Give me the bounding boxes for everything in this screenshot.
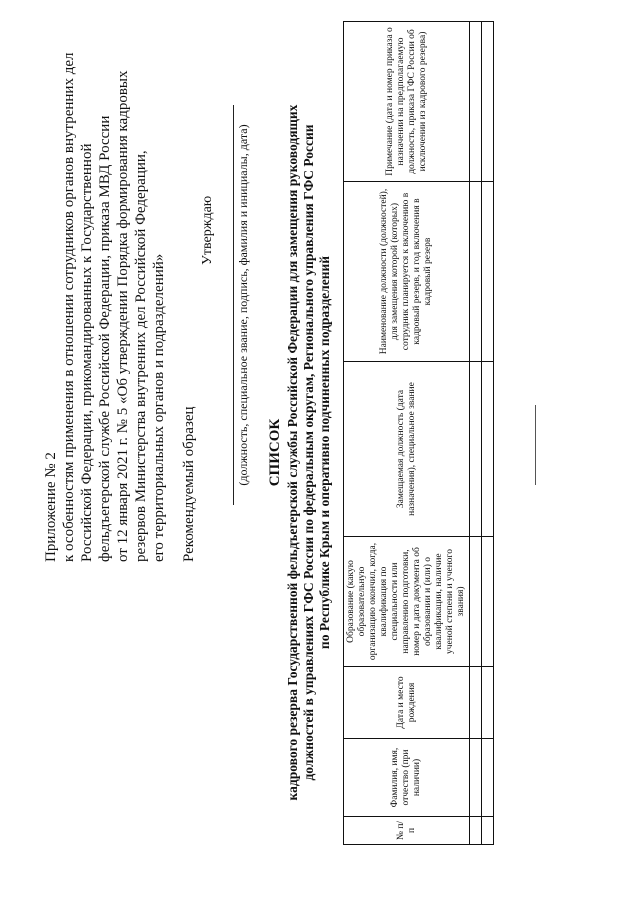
table-cell xyxy=(470,22,482,182)
reserve-table xyxy=(343,21,494,845)
subtitle-line-3: по Республике Крым и оперативно подчиненных подразделений xyxy=(317,255,332,650)
table-cell xyxy=(482,817,494,845)
signature-caption: (должность, специальное звание, подпись, фамилия и инициалы, дата) xyxy=(236,124,250,486)
table-cell xyxy=(470,182,482,362)
appendix-line-3: фельдъегерской службе Российской Федерации, приказа МВД России xyxy=(97,115,113,562)
recommended-sample: Рекомендуемый образец xyxy=(181,406,197,562)
appendix-line-1: к особенностям применения в отношении сотрудников органов внутренних дел xyxy=(61,52,77,562)
header-education: Образование (какую образовательную организацию окончил, когда, квалификация по специальности или направлению подготовки, номер и дата документа об образовании и (или) о квалификации, наличие ученой степени и ученого звания) xyxy=(344,537,470,667)
appendix-line-4: от 12 января 2021 г. № 5 «Об утверждении Порядка формирования кадровых xyxy=(115,70,131,562)
table-row xyxy=(470,22,482,845)
table-cell xyxy=(482,362,494,537)
appendix-line-6: его территориальных органов и подразделений» xyxy=(151,253,167,562)
table-cell xyxy=(470,817,482,845)
table-header-row xyxy=(344,22,470,845)
appendix-line-5: резервов Министерства внутренних дел Российской Федерации, xyxy=(133,150,149,562)
table-cell xyxy=(482,667,494,739)
table-row xyxy=(482,22,494,845)
table-cell xyxy=(482,22,494,182)
subtitle-line-1: кадрового резерва Государственной фельдъегерской службы Российской Федерации для замещения руководящих xyxy=(285,104,300,801)
table-cell xyxy=(470,362,482,537)
signature-line xyxy=(233,105,234,505)
appendix-title: Приложение № 2 xyxy=(43,452,59,562)
table-cell xyxy=(482,182,494,362)
header-birth-date-place: Дата и место рождения xyxy=(344,667,470,739)
header-current-position: Замещаемая должность (дата назначения), специальное звание xyxy=(344,362,470,537)
subtitle-line-2: должностей в управлениях ГФС России по федеральным округам, Регионального управления ГФС России xyxy=(301,124,316,781)
table-cell xyxy=(470,739,482,817)
header-target-position: Наименование должности (должностей), для замещения которой (которых) сотрудник планируется к включению в кадровый резерв, и год включения в кадровый резерв xyxy=(344,182,470,362)
table-cell xyxy=(470,537,482,667)
table-cell xyxy=(482,537,494,667)
approve-label: Утверждаю xyxy=(200,195,215,265)
table-cell xyxy=(482,739,494,817)
footer-rule xyxy=(535,405,536,485)
header-number: № п/п xyxy=(344,817,470,845)
appendix-line-2: Российской Федерации, прикомандированных к Государственной xyxy=(79,143,95,562)
header-full-name: Фамилия, имя, отчество (при наличии) xyxy=(344,739,470,817)
header-note: Примечание (дата и номер приказа о назначении на предполагаемую должность, приказа ГФС России об исключении из кадрового резерва) xyxy=(344,22,470,182)
document-title: СПИСОК xyxy=(267,418,283,487)
table-cell xyxy=(470,667,482,739)
